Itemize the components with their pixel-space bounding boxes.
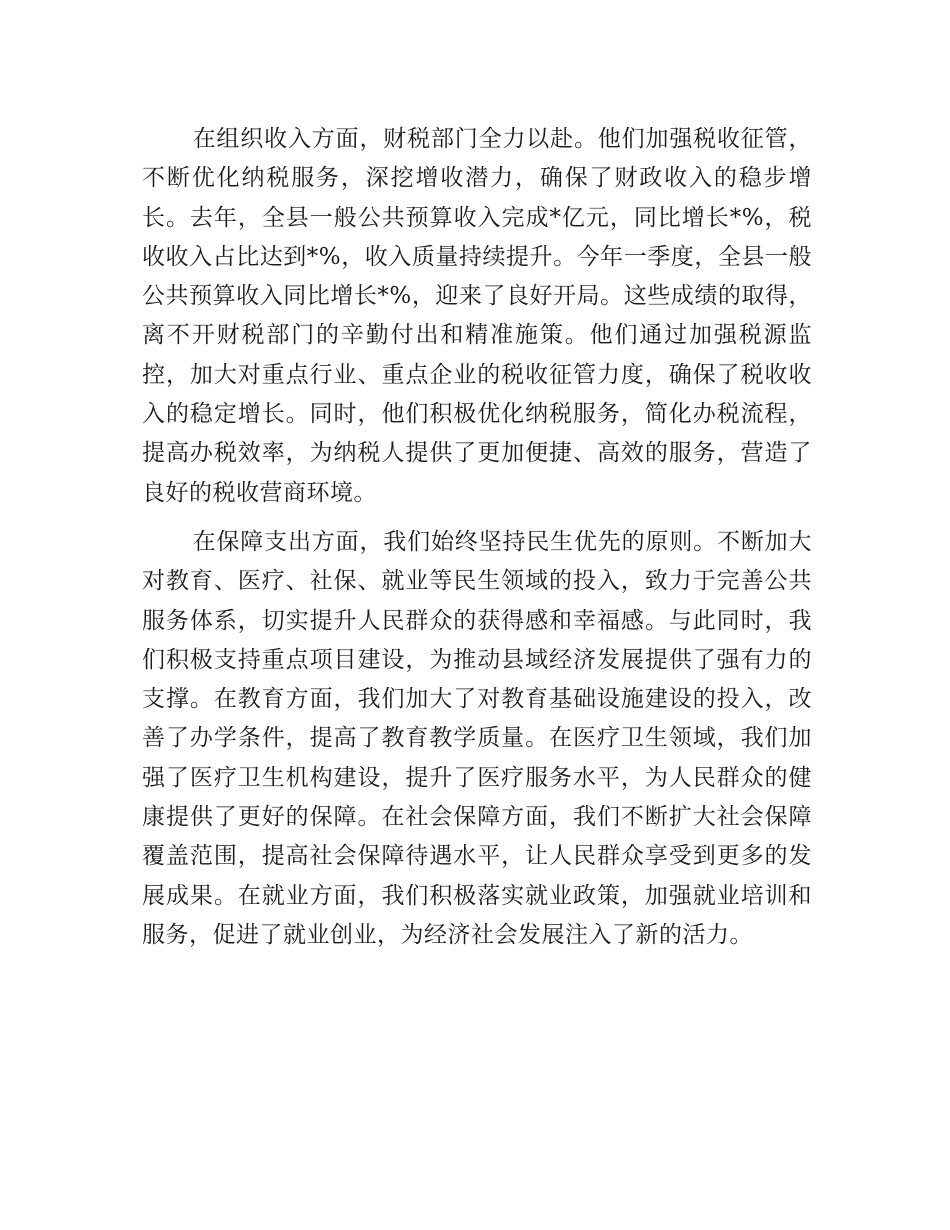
paragraph-expenditure: 在保障支出方面，我们始终坚持民生优先的原则。不断加大对教育、医疗、社保、就业等民生领域的投入，致力于完善公共服务体系，切实提升人民群众的获得感和幸福感。与此同时，我们积极支持重点项目建设，为推动县域经济发展提供了强有力的支撑。在教育方面，我们加大了对教育基础设施建设的投入，改善了办学条件，提高了教育教学质量。在医疗卫生领域，我们加强了医疗卫生机构建设，提升了医疗服务水平，为人民群众的健康提供了更好的保障。在社会保障方面，我们不断扩大社会保障覆盖范围，提高社会保障待遇水平，让人民群众享受到更多的发展成果。在就业方面，我们积极落实就业政策，加强就业培训和服务，促进了就业创业，为经济社会发展注入了新的活力。 — [142, 528, 812, 948]
body-text — [142, 120, 812, 965]
paragraph-revenue: 在组织收入方面，财税部门全力以赴。他们加强税收征管，不断优化纳税服务，深挖增收潜力，确保了财政收入的稳步增长。去年，全县一般公共预算收入完成*亿元，同比增长*%，税收收入占比达到*%，收入质量持续提升。今年一季度，全县一般公共预算收入同比增长*%，迎来了良好开局。这些成绩的取得，离不开财税部门的辛勤付出和精准施策。他们通过加强税源监控，加大对重点行业、重点企业的税收征管力度，确保了税收收入的稳定增长。同时，他们积极优化纳税服务，简化办税流程，提高办税效率，为纳税人提供了更加便捷、高效的服务，营造了良好的税收营商环境。 — [142, 126, 812, 506]
